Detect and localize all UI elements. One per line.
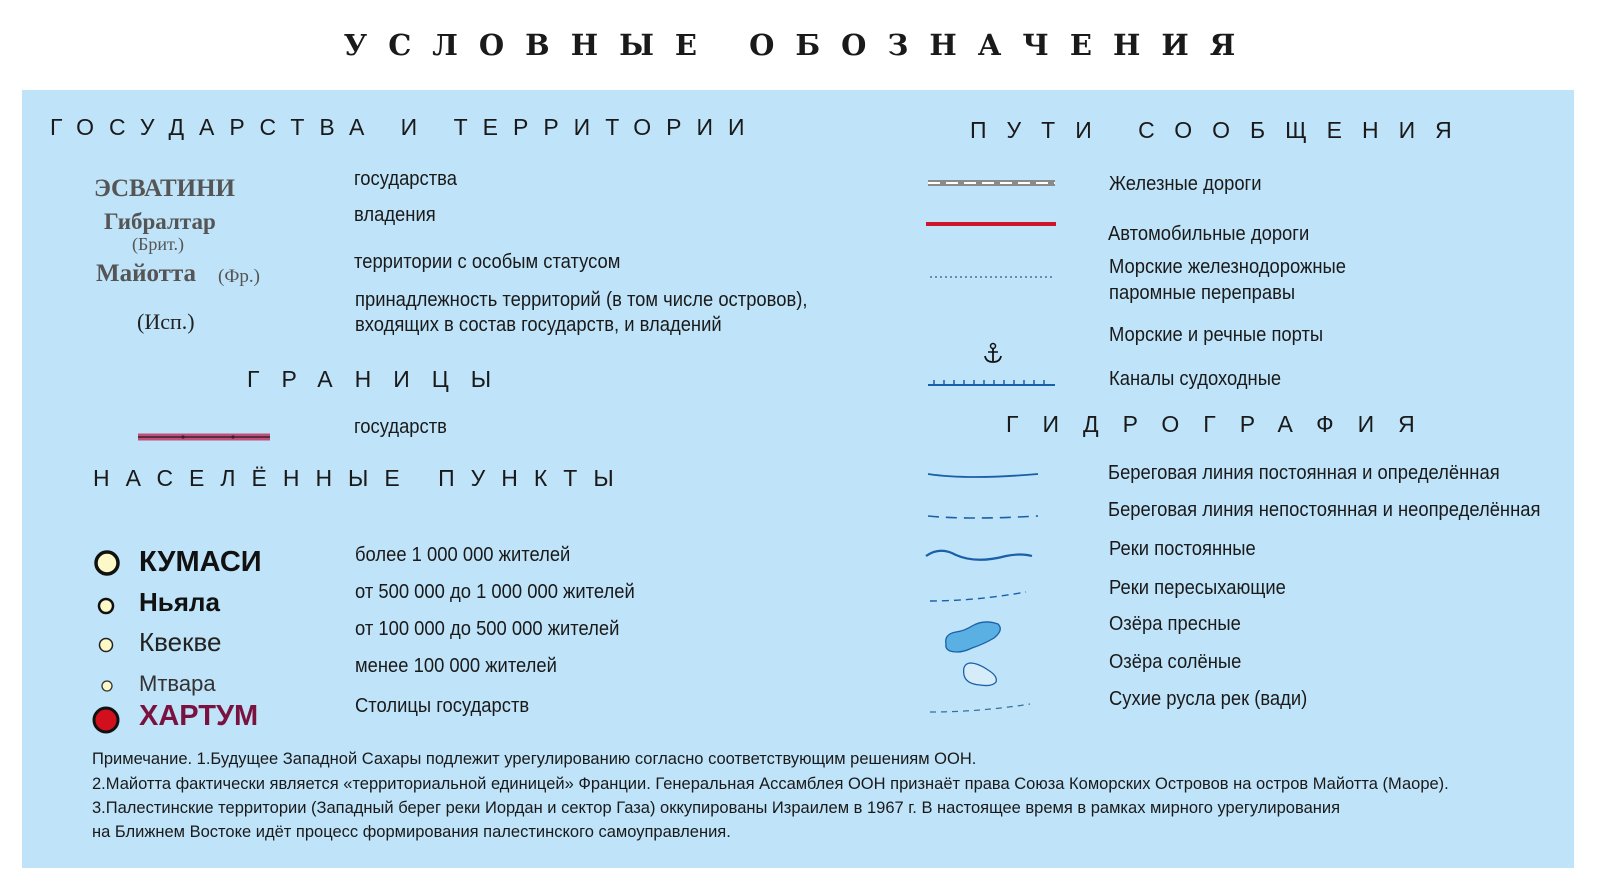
belonging-label-line2: входящих в состав государств, и владений (355, 314, 722, 336)
city-medium-label: от 500 000 до 1 000 000 жителей (355, 581, 635, 603)
city-small-sample: Квекве (139, 627, 222, 657)
capital-symbol (92, 706, 122, 736)
possession-name-sample: Гибралтар (104, 209, 216, 234)
lake-salt-label: Озёра солёные (1109, 651, 1242, 673)
anchor-icon (982, 342, 1004, 366)
lake-fresh-symbol (942, 620, 1004, 656)
possession-label: владения (354, 204, 436, 226)
wadi-dashed-symbol (930, 702, 1034, 716)
hydro-heading: ГИДРОГРАФИЯ (1006, 411, 1439, 437)
canals-label: Каналы судоходные (1109, 368, 1282, 390)
borders-heading: ГРАНИЦЫ (247, 366, 514, 392)
city-small-label: от 100 000 до 500 000 жителей (355, 618, 620, 640)
note-line-3: 3.Палестинские территории (Западный берег реки Иордан и сектор Газа) оккупированы Израилем в 1967 г. В настоящее время в рамках мирного урегулирования (92, 799, 1341, 817)
road-line-symbol (926, 221, 1058, 229)
railway-label: Железные дороги (1109, 173, 1262, 195)
ferry-label-line2: паромные переправы (1109, 282, 1296, 304)
note-line-1: Примечание. 1.Будущее Западной Сахары подлежит урегулированию согласно соответствующим решениям ООН. (92, 750, 977, 768)
belonging-label-line1: принадлежность территорий (в том числе островов), (355, 289, 808, 311)
city-medium-sample: Ньяла (139, 587, 220, 617)
city-tiny-sample: Мтвара (139, 671, 216, 696)
ferry-label-line1: Морские железнодорожные (1109, 256, 1346, 278)
river-dashed-label: Реки пересыхающие (1109, 577, 1286, 599)
city-tiny-symbol (100, 679, 116, 695)
railway-line-symbol (928, 178, 1058, 190)
belonging-sample: (Исп.) (137, 309, 195, 334)
ferry-dotted-line-symbol (930, 275, 1056, 281)
special-status-label: территории с особым статусом (354, 251, 621, 273)
transport-heading: ПУТИ СООБЩЕНИЯ (970, 117, 1472, 143)
possession-owner-sample: (Брит.) (132, 234, 184, 254)
coastline-dashed-label: Береговая линия непостоянная и неопределённая (1108, 499, 1541, 521)
road-label: Автомобильные дороги (1108, 223, 1310, 245)
city-large-symbol (94, 550, 122, 578)
note-line-2: 2.Майотта фактически является «территориальной единицей» Франции. Генеральная Ассамблея ООН признаёт права Союза Коморских Островов на остров Майотта (Маоре). (92, 775, 1449, 793)
city-medium-symbol (97, 597, 117, 617)
settlements-heading: НАСЕЛЁННЫЕ ПУНКТЫ (93, 465, 630, 491)
river-solid-symbol (926, 548, 1036, 564)
city-tiny-label: менее 100 000 жителей (355, 655, 557, 677)
coastline-dashed-symbol (928, 513, 1040, 523)
state-label: государства (354, 168, 457, 190)
special-name-sample: Майотта (96, 260, 197, 287)
coastline-solid-symbol (928, 470, 1040, 482)
ports-label: Морские и речные порты (1109, 324, 1324, 346)
legend-title: УСЛОВНЫЕ ОБОЗНАЧЕНИЯ (343, 28, 1257, 62)
state-border-label: государств (354, 416, 447, 438)
city-large-sample: КУМАСИ (139, 546, 262, 578)
river-solid-label: Реки постоянные (1109, 538, 1256, 560)
canal-line-symbol (928, 378, 1058, 388)
city-small-symbol (98, 637, 116, 655)
lake-fresh-label: Озёра пресные (1109, 613, 1241, 635)
lake-salt-symbol (960, 661, 1002, 689)
state-name-sample: ЭСВАТИНИ (94, 175, 235, 202)
note-line-4: на Ближнем Востоке идёт процесс формирования палестинского самоуправления. (92, 823, 731, 841)
states-heading: ГОСУДАРСТВА И ТЕРРИТОРИИ (50, 114, 760, 140)
state-border-symbol (138, 430, 273, 444)
coastline-solid-label: Береговая линия постоянная и определённая (1108, 462, 1500, 484)
capital-sample: ХАРТУМ (139, 700, 259, 732)
city-large-label: более 1 000 000 жителей (355, 544, 571, 566)
wadi-label: Сухие русла рек (вади) (1109, 688, 1308, 710)
capital-label: Столицы государств (355, 695, 530, 717)
river-dashed-symbol (930, 590, 1030, 606)
special-owner-sample: (Фр.) (218, 266, 260, 287)
